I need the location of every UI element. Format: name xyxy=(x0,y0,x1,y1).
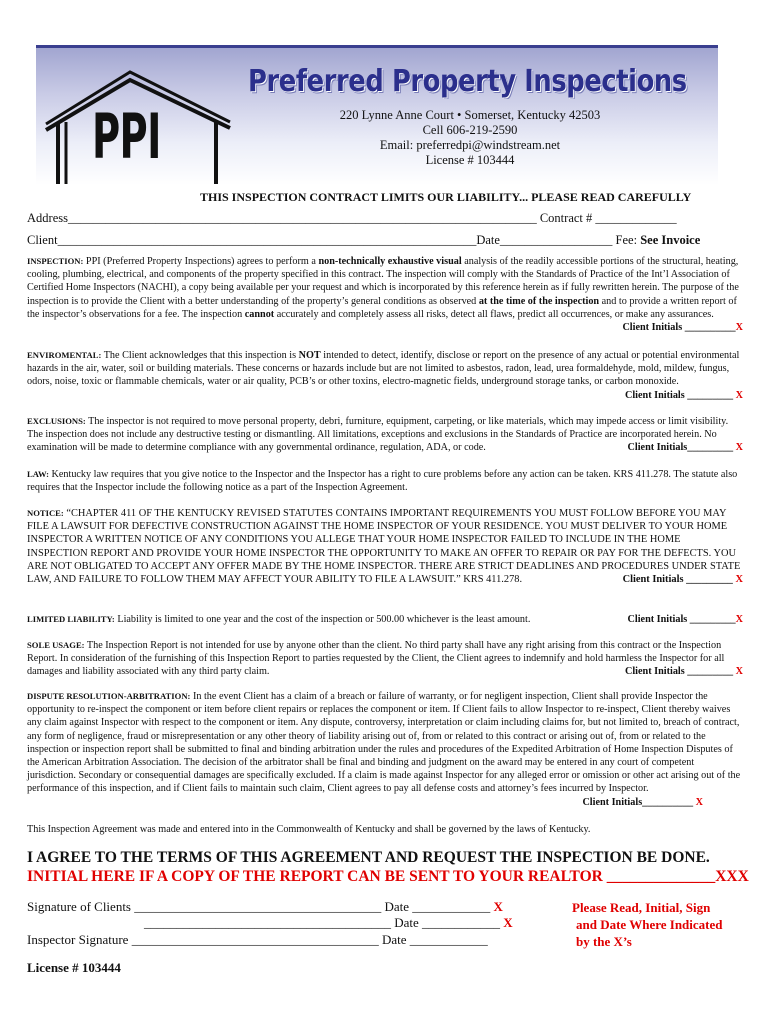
x-mark: X xyxy=(735,322,743,334)
section-text: In the event Client has a claim of a breach or failure of warranty, or for negligent inspection, Client shall provide Inspector the opportunity to re-inspect the component or item before client repairs or replaces the component or item. If Client fails to allow Inspector to re-inspect, Client thereby waives any claim against Inspector with respect to the component or item. Any dispute, controversy, interpretation or claim including claims for, but not limited to, breach of contract, any form of negligence, fraud or misrepresentation or any other theory of liability arising out of, from or related to this contract or arising out of, from or related to the inspection or inspection report shall be submitted to final and binding arbitration under the rules and procedures of the Expedited Arbitration of Home Inspection Disputes of the American Arbitration Association. The decision of the arbitrator shall be final and binding and judgment on the award may be entered in any court of competent jurisdiction. Secondary or consequential damages are specifically excluded. If a claim is made against Inspector for any alleged error or omission or other act arising out of the performance of this inspection, and if Client fails to maintain such claim, Client agrees to pay all defense costs and attorney’s fees incurred by Inspector. xyxy=(27,691,741,795)
section-heading: NOTICE: xyxy=(27,508,64,518)
address-label: Address xyxy=(27,211,68,225)
section-heading: DISPUTE RESOLUTION-ARBITRATION: xyxy=(27,691,191,701)
client-signature-row-2 xyxy=(144,915,513,931)
date-label: Date xyxy=(381,932,407,947)
section-text: “CHAPTER 411 OF THE KENTUCKY REVISED STATUTES CONTAINS IMPORTANT REQUIREMENTS YOU MUST FOLLOW BEFORE YOU MAY FILE A LAWSUIT FOR DEFECTIVE CONSTRUCTION AGAINST THE HOME INSPECTOR OF YOUR RESIDENCE. YOU MUST DELIVER TO YOUR HOME INSPECTOR A WRITTEN NOTICE OF ANY CONDITIONS YOU ALLEGE THAT YOUR HOME INSPECTOR FAILED TO INCLUDE IN THE HOME INSPECTION REPORT AND PROVIDE YOUR HOME INSPECTOR THE OPPORTUNITY TO MAKE AN OFFER TO REPAIR OR PAY FOR THE DEFECTS. YOU ARE NOT OBLIGATED TO ACCEPT ANY OFFER MADE BY THE HOME INSPECTOR. THERE ARE STRICT DEADLINES AND PROCEDURES UNDER STATE LAW, AND FAILURE TO FOLLOW THEM MAY AFFECT YOUR ABILITY TO FILE A LAWSUIT.” KRS 411.278. xyxy=(27,508,741,586)
instruction-line: by the X’s xyxy=(576,934,632,949)
section-law xyxy=(27,468,743,494)
section-dispute-resolution xyxy=(27,690,743,809)
section-text: PPI (Preferred Property Inspections) agrees to perform a xyxy=(85,256,319,267)
section-text: analysis of the readily accessible portions of the structural, heating, cooling, plumbing, electrical, and components of the property specified in this contract. The inspection will comply with the Standards of Practice of the Int’l Association of Certified Home Inspectors (NACHI), a copy being available per your request and which is incorporated by this reference herein as if fully rewritten herein. The purpose of the inspection is to provide the Client with a better understanding of the property’s general conditions as observed xyxy=(27,256,739,307)
footer-license: License # 103444 xyxy=(27,960,121,975)
realtor-initial-line[interactable]: INITIAL HERE IF A COPY OF THE REPORT CAN BE SENT TO YOUR REALTOR ______________XXX xyxy=(27,868,749,885)
company-address: 220 Lynne Anne Court • Somerset, Kentucky 42503 xyxy=(339,108,601,122)
fee-value: See Invoice xyxy=(640,233,701,247)
date-label: Date xyxy=(476,233,500,247)
section-text: and to provide a written report of the inspector’s observations for a fee. The inspection xyxy=(27,295,737,320)
liability-warning: THIS INSPECTION CONTRACT LIMITS OUR LIABILITY... PLEASE READ CAREFULLY xyxy=(200,190,692,204)
section-text: The Inspection Report is not intended for use by anyone other than the client. No third party shall have any right arising from this contract or the Inspection Report. In consideration of the furnishing of this Inspection Report to parties requested by the Client, the Client agrees to indemnify and hold harmless the Inspector for all damages and liability associated with any third party claim. xyxy=(27,640,725,678)
initials-label: Client Initials__________ xyxy=(582,796,694,808)
section-text: The inspector is not required to move personal property, debri, furniture, equipment, carpeting, or like materials, which may impede access or limit visibility. The inspection does not include any destructive testing or dismantling. All limitations, exceptions and exclusions in the Standards of Practice are incorporated herein. No examination will be made to determine compliance with any governmental ordinance, regulation, ADA, or code. xyxy=(27,416,729,454)
initials-label: Client Initials _________ xyxy=(627,614,736,625)
section-heading: SOLE USAGE: xyxy=(27,640,85,650)
x-mark: X xyxy=(735,574,743,586)
address-row xyxy=(27,211,677,226)
client-signature-row xyxy=(27,899,503,915)
header-rule xyxy=(36,45,718,48)
instruction-line: and Date Where Indicated xyxy=(576,917,723,932)
company-name: Preferred Property Inspections xyxy=(248,64,687,99)
initials-label: Client Initials _________ xyxy=(624,389,734,401)
client-signature-label: Signature of Clients xyxy=(27,899,131,914)
contract-field[interactable]: _____________ xyxy=(595,211,677,225)
section-text: intended to detect, identify, disclose or report on the presence of any actual or potential environmental hazards in the air, water, soil or building materials. These concerns or hazards include but are not limited to asbestos, radon, lead, urea formaldehyde, mold, mildew, fungus, odors, noise, toxic or flammable chemicals, water or air quality, PCB’s or other toxins, electro-magnetic fields, underground storage tanks, or carbon monoxide. xyxy=(27,350,740,388)
inspector-signature-row xyxy=(27,932,488,948)
fee-label: Fee: xyxy=(615,233,638,247)
date-label: Date xyxy=(384,899,410,914)
section-environmental xyxy=(27,349,743,402)
date-field[interactable]: ____________ xyxy=(412,899,491,914)
section-limited-liability xyxy=(27,613,743,626)
client-initials-field[interactable] xyxy=(625,665,743,678)
x-mark: X xyxy=(493,899,503,914)
sign-instructions xyxy=(572,899,723,950)
governing-law: This Inspection Agreement was made and entered into in the Commonwealth of Kentucky and shall be governed by the laws of Kentucky. xyxy=(27,824,591,835)
client-field[interactable]: ___________________________________________________________________ xyxy=(57,233,477,247)
initials-label: Client Initials __________ xyxy=(622,322,736,334)
section-heading: LIMITED LIABILITY: xyxy=(27,614,115,624)
instruction-line: Please Read, Initial, Sign xyxy=(572,900,711,915)
client-initials-field[interactable] xyxy=(622,321,743,334)
client-label: Client xyxy=(27,233,58,247)
client-initials-field[interactable] xyxy=(625,389,743,402)
date-field[interactable]: ____________ xyxy=(409,932,488,947)
client-initials-field[interactable] xyxy=(628,441,743,454)
x-mark: X xyxy=(735,389,743,401)
x-mark: X xyxy=(695,796,703,808)
company-cell: Cell 606-219-2590 xyxy=(422,123,518,137)
x-mark: X xyxy=(735,614,743,625)
client-row xyxy=(27,233,700,248)
x-mark: X xyxy=(503,915,513,930)
section-emphasis: non-technically exhaustive visual xyxy=(318,256,462,267)
section-text: accurately and completely assess all risks, detect all flaws, predict all occurrences, or make any assurances. xyxy=(274,308,714,320)
section-notice xyxy=(27,507,743,586)
section-exclusions xyxy=(27,415,743,455)
section-heading: INSPECTION: xyxy=(27,256,84,266)
initials-label: Client Initials _________ xyxy=(624,666,734,678)
x-mark: X xyxy=(735,666,743,678)
date-field[interactable]: ____________ xyxy=(422,915,501,930)
section-sole-usage xyxy=(27,639,743,679)
client-initials-field[interactable] xyxy=(582,796,703,809)
section-inspection xyxy=(27,255,743,334)
address-field[interactable]: ___________________________________________________________________________ xyxy=(67,211,537,225)
section-text: Liability is limited to one year and the cost of the inspection or 500.00 whichever is the least amount. xyxy=(114,614,531,625)
inspector-signature-field[interactable]: ______________________________________ xyxy=(131,932,379,947)
section-emphasis: at the time of the inspection xyxy=(478,295,600,307)
client-signature-field[interactable]: ______________________________________ xyxy=(134,899,382,914)
agreement-statement: I AGREE TO THE TERMS OF THIS AGREEMENT AND REQUEST THE INSPECTION BE DONE. xyxy=(27,849,710,866)
section-text: Kentucky law requires that you give notice to the Inspector and the Inspector has a right to cure problems before any action can be taken. KRS 411.278. The statute also requires that the Inspector include the following notice as a part of the Inspection Agreement. xyxy=(27,469,738,494)
section-emphasis: NOT xyxy=(298,350,321,361)
section-heading: LAW: xyxy=(27,469,49,479)
inspector-signature-label: Inspector Signature xyxy=(27,932,129,947)
x-mark: X xyxy=(735,442,743,454)
section-heading: EXCLUSIONS: xyxy=(27,416,86,426)
client-initials-field[interactable] xyxy=(628,613,743,626)
logo-text: PPI xyxy=(92,100,161,173)
client-initials-field[interactable] xyxy=(623,573,743,586)
section-emphasis: cannot xyxy=(244,308,275,320)
initials-label: Client Initials_________ xyxy=(627,442,734,454)
client-signature-field[interactable]: ______________________________________ xyxy=(144,915,391,930)
company-license: License # 103444 xyxy=(425,153,515,167)
initials-label: Client Initials _________ xyxy=(622,574,733,586)
section-text: The Client acknowledges that this inspection is xyxy=(101,350,299,361)
date-field[interactable]: __________________ xyxy=(499,233,613,247)
company-email: Email: preferredpi@windstream.net xyxy=(379,138,561,152)
section-heading: ENVIROMENTAL: xyxy=(27,350,102,360)
contract-label: Contract # xyxy=(539,211,593,225)
date-label: Date xyxy=(394,915,419,930)
